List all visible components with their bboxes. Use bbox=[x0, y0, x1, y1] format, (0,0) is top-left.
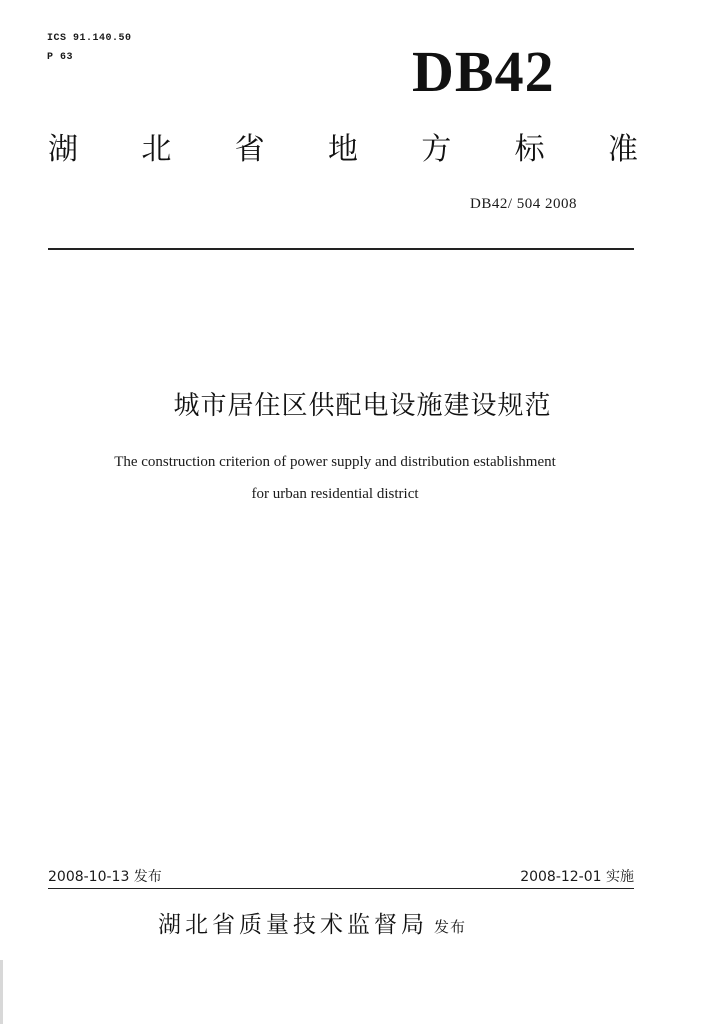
scan-edge-shadow bbox=[0, 960, 3, 1024]
standard-logo: DB42 bbox=[412, 39, 555, 104]
standard-type-heading bbox=[48, 130, 638, 170]
standard-number: DB42/ 504 2008 bbox=[470, 196, 578, 212]
standard-type-char: 北 bbox=[141, 132, 172, 167]
standard-type-char: 准 bbox=[607, 132, 638, 167]
publisher-name: 湖北省质量技术监督局 bbox=[158, 912, 428, 938]
standard-type-char: 方 bbox=[421, 132, 452, 167]
bottom-divider bbox=[48, 888, 634, 889]
standard-type-char: 湖 bbox=[48, 132, 78, 167]
publisher bbox=[158, 906, 466, 939]
classification-code: P 63 bbox=[47, 52, 74, 63]
publish-label: 发布 bbox=[434, 918, 467, 936]
top-divider bbox=[48, 248, 634, 250]
implementation-date: 2008-12-01 实施 bbox=[520, 869, 634, 885]
title-english-line2: for urban residential district bbox=[251, 486, 419, 502]
title-chinese: 城市居住区供配电设施建设规范 bbox=[173, 391, 552, 421]
standard-type-char: 地 bbox=[327, 132, 358, 167]
title-english-line1: The construction criterion of power supply and distribution establishment bbox=[114, 454, 556, 470]
standard-type-char: 标 bbox=[514, 132, 545, 167]
issue-date: 2008-10-13 发布 bbox=[48, 869, 162, 885]
standard-type-char: 省 bbox=[234, 132, 265, 167]
ics-code: ICS 91.140.50 bbox=[47, 33, 132, 44]
